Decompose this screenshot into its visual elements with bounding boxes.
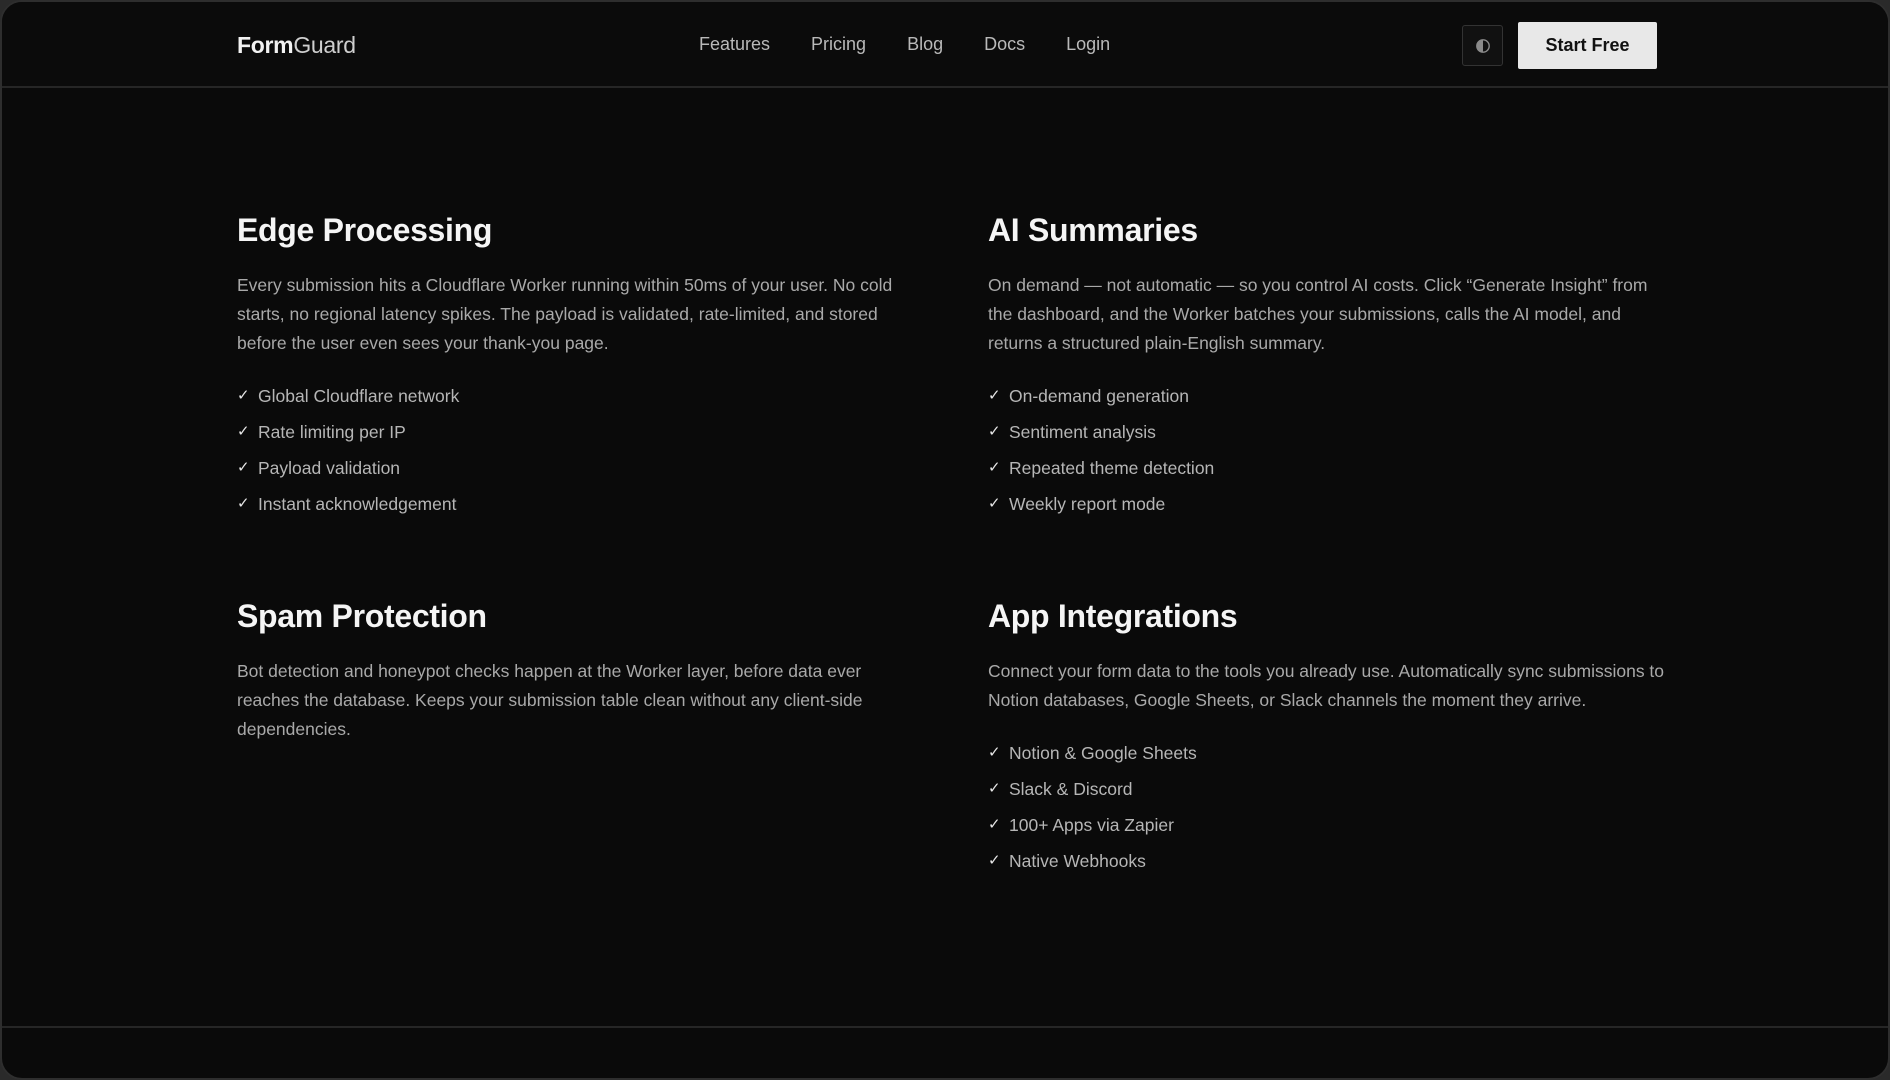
feature-title: Edge Processing: [237, 212, 493, 248]
list-item: [988, 450, 1668, 486]
nav-link-docs[interactable]: Docs: [984, 34, 1026, 54]
list-item-label: Sentiment analysis: [1009, 422, 1156, 442]
check-icon: ✓: [237, 387, 250, 404]
list-item-label: 100+ Apps via Zapier: [1009, 815, 1174, 835]
check-icon: ✓: [237, 495, 250, 512]
list-item-label: Global Cloudflare network: [258, 386, 460, 406]
logo[interactable]: [237, 32, 356, 59]
list-item-label: Repeated theme detection: [1009, 458, 1215, 478]
list-item-label: Weekly report mode: [1009, 494, 1166, 514]
check-icon: ✓: [988, 459, 1001, 476]
nav-link-pricing[interactable]: Pricing: [811, 34, 867, 54]
feature-description: Connect your form data to the tools you already use. Automatically sync submissions to Notion databases, Google Sheets, or Slack channels the moment they arrive.: [988, 661, 1665, 710]
check-icon: ✓: [988, 852, 1001, 869]
check-icon: ✓: [988, 423, 1001, 440]
footer-divider: [2, 1026, 1888, 1028]
check-icon: ✓: [237, 459, 250, 476]
list-item: [988, 735, 1668, 771]
feature-description: Bot detection and honeypot checks happen at the Worker layer, before data ever reaches the database. Keeps your submission table clean without any client-side dependencies.: [237, 661, 863, 739]
list-item-label: Slack & Discord: [1009, 779, 1133, 799]
feature-description: Every submission hits a Cloudflare Worker running within 50ms of your user. No cold starts, no regional latency spikes. The payload is validated, rate-limited, and stored before the user even sees your thank-you page.: [237, 275, 893, 353]
check-icon: ✓: [988, 780, 1001, 797]
logo-light-text: Guard: [293, 32, 356, 58]
check-icon: ✓: [237, 423, 250, 440]
list-item: [988, 414, 1668, 450]
list-item: [988, 807, 1668, 843]
feature-edge-processing: [237, 212, 917, 522]
nav-link-login[interactable]: Login: [1066, 34, 1111, 54]
list-item: [988, 378, 1668, 414]
list-item-label: Notion & Google Sheets: [1009, 743, 1197, 763]
feature-app-integrations: [988, 598, 1668, 879]
list-item: [237, 414, 917, 450]
list-item-label: Native Webhooks: [1009, 851, 1146, 871]
list-item: [988, 843, 1668, 879]
list-item: [237, 486, 917, 522]
feature-title: App Integrations: [988, 598, 1238, 634]
list-item-label: Instant acknowledgement: [258, 494, 457, 514]
check-icon: ✓: [988, 816, 1001, 833]
start-free-button[interactable]: Start Free: [1518, 22, 1657, 69]
list-item-label: On-demand generation: [1009, 386, 1189, 406]
theme-toggle-button[interactable]: [1462, 25, 1503, 66]
list-item: [988, 486, 1668, 522]
main-nav: [699, 34, 1110, 55]
list-item: [988, 771, 1668, 807]
nav-link-blog[interactable]: Blog: [907, 34, 944, 54]
half-circle-contrast-icon: [1475, 38, 1491, 54]
feature-title: Spam Protection: [237, 598, 487, 634]
check-icon: ✓: [988, 495, 1001, 512]
feature-ai-summaries: [988, 212, 1668, 522]
top-navbar: [2, 2, 1888, 88]
check-icon: ✓: [988, 744, 1001, 761]
check-icon: ✓: [988, 387, 1001, 404]
feature-list: [988, 735, 1668, 879]
list-item: [237, 378, 917, 414]
feature-title: AI Summaries: [988, 212, 1198, 248]
logo-bold-text: Form: [237, 32, 294, 58]
nav-link-features[interactable]: Features: [699, 34, 771, 54]
list-item: [237, 450, 917, 486]
feature-list: [988, 378, 1668, 522]
feature-spam-protection: [237, 598, 917, 764]
list-item-label: Rate limiting per IP: [258, 422, 406, 442]
feature-list: [237, 378, 917, 522]
feature-description: On demand — not automatic — so you control AI costs. Click “Generate Insight” from the dashboard, and the Worker batches your submissions, calls the AI model, and returns a structured plain-English summary.: [988, 275, 1648, 353]
list-item-label: Payload validation: [258, 458, 401, 478]
